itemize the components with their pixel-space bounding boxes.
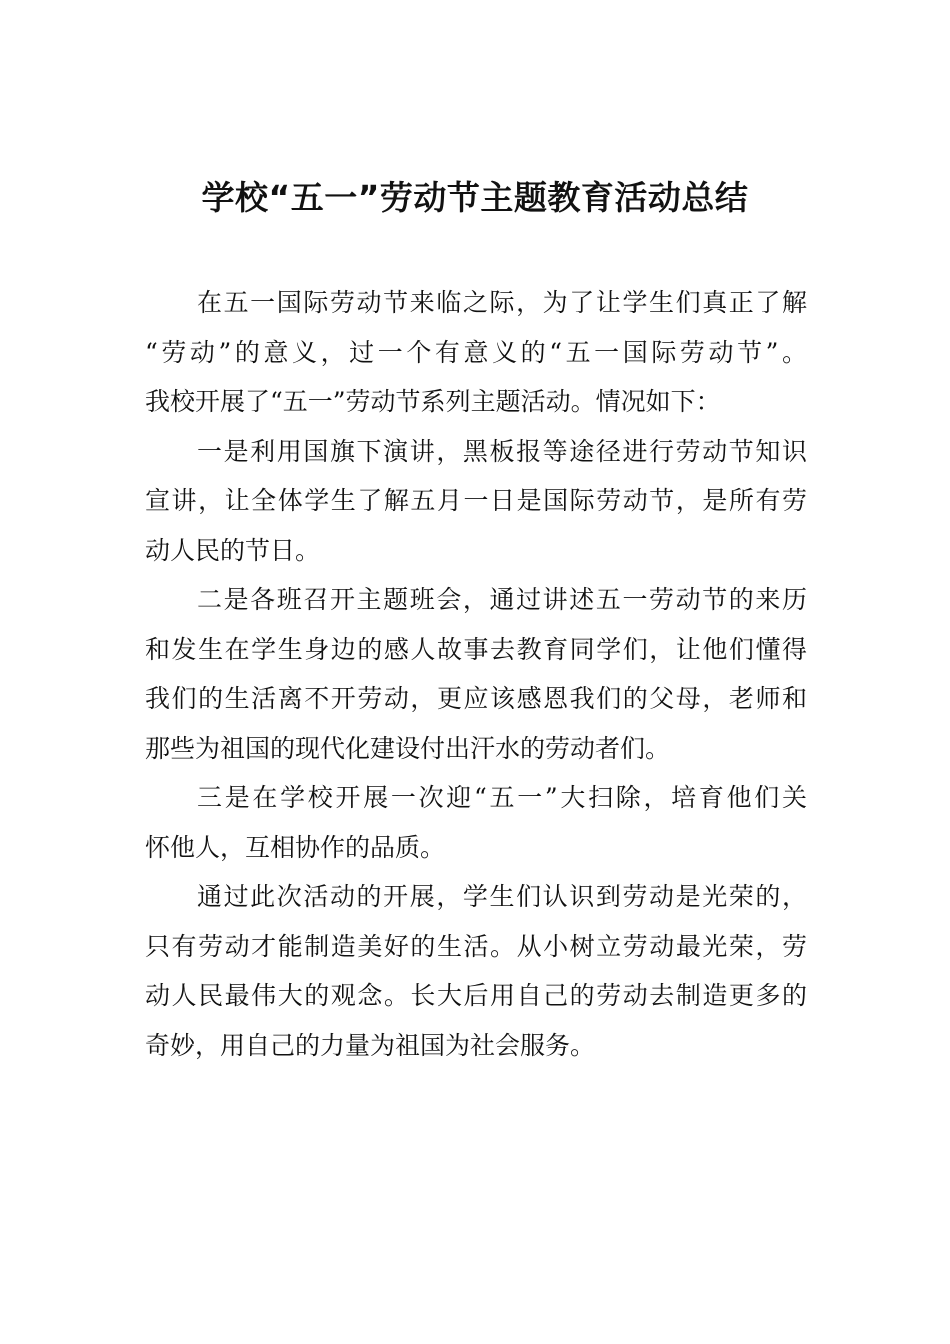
paragraph-first-activity [145, 427, 807, 576]
document-body [145, 278, 807, 1070]
paragraph-line: 一是利用国旗下演讲，黑板报等途径进行劳动节知识 [197, 436, 807, 466]
paragraph-intro [145, 278, 807, 427]
paragraph-third-activity [145, 773, 807, 872]
paragraph-line: 怀他人，互相协作的品质。 [145, 832, 446, 862]
paragraph-line: 我校开展了“五一”劳动节系列主题活动。情况如下： [145, 387, 721, 416]
paragraph-line: 三是在学校开展一次迎“五一”大扫除，培育他们关 [197, 783, 807, 812]
paragraph-line: 动人民最伟大的观念。长大后用自己的劳动去制造更多的 [145, 981, 807, 1010]
paragraph-line: “劳动”的意义，过一个有意义的“五一国际劳动节”。 [145, 337, 807, 367]
paragraph-line: 我们的生活离不开劳动，更应该感恩我们的父母，老师和 [145, 684, 807, 713]
paragraph-conclusion [145, 872, 807, 1070]
paragraph-line: 二是各班召开主题班会，通过讲述五一劳动节的来历 [197, 585, 807, 614]
document-title: 学校“五一”劳动节主题教育活动总结 [201, 178, 749, 217]
paragraph-line: 在五一国际劳动节来临之际，为了让学生们真正了解 [197, 288, 807, 317]
paragraph-line: 动人民的节日。 [145, 535, 321, 565]
paragraph-line: 通过此次活动的开展，学生们认识到劳动是光荣的， [197, 882, 807, 911]
paragraph-second-activity [145, 575, 807, 773]
paragraph-line: 那些为祖国的现代化建设付出汗水的劳动者们。 [145, 733, 671, 763]
paragraph-line: 宣讲，让全体学生了解五月一日是国际劳动节，是所有劳 [145, 486, 807, 515]
paragraph-line: 和发生在学生身边的感人故事去教育同学们，让他们懂得 [145, 634, 807, 664]
paragraph-line: 只有劳动才能制造美好的生活。从小树立劳动最光荣，劳 [145, 931, 807, 961]
paragraph-line: 奇妙，用自己的力量为祖国为社会服务。 [145, 1030, 596, 1060]
